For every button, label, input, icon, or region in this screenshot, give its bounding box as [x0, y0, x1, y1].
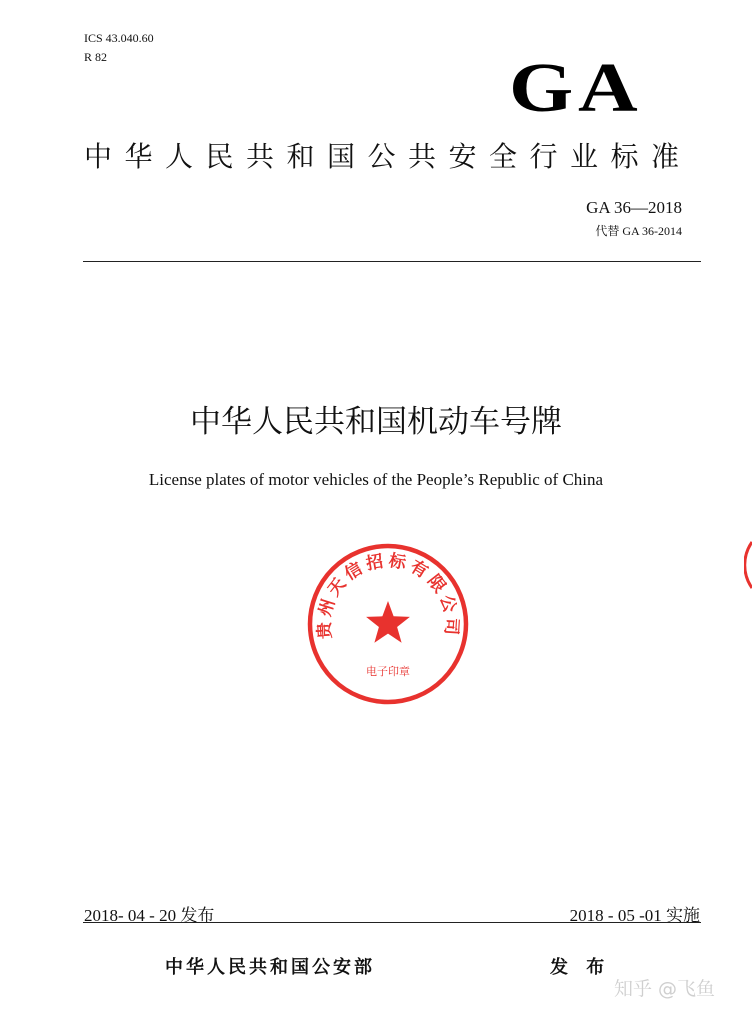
publisher: 中华人民共和国公安部	[165, 957, 375, 978]
seal-center-text: 电子印章	[366, 665, 410, 678]
seal-ring-text: 贵州天信招标有限公司	[314, 550, 462, 640]
implement-date: 2018 - 05 -01 实施	[569, 906, 700, 925]
issue-date: 2018- 04 - 20 发布	[84, 906, 215, 925]
edge-seal-fragment	[744, 540, 752, 590]
document-title-cn: 中华人民共和国机动车号牌	[190, 404, 562, 440]
ga-logo: GA	[509, 50, 643, 127]
electronic-seal	[305, 541, 471, 707]
publish-label: 发 布	[550, 957, 611, 978]
watermark: 知乎 @飞鱼	[614, 978, 716, 1000]
ics-code-block	[84, 29, 154, 67]
replaces-standard: 代替 GA 36-2014	[595, 224, 682, 238]
ccs-code: R 82	[84, 50, 108, 64]
standard-number: GA 36—2018	[586, 198, 682, 217]
seal-star-icon	[366, 601, 410, 643]
document-title-en: License plates of motor vehicles of the People’s Republic of China	[148, 470, 604, 489]
standard-category: 中华人民共和国公共安全行业标准	[84, 140, 692, 173]
ics-code: ICS 43.040.60	[84, 31, 154, 45]
header-divider	[83, 261, 701, 262]
footer-divider	[83, 922, 701, 923]
